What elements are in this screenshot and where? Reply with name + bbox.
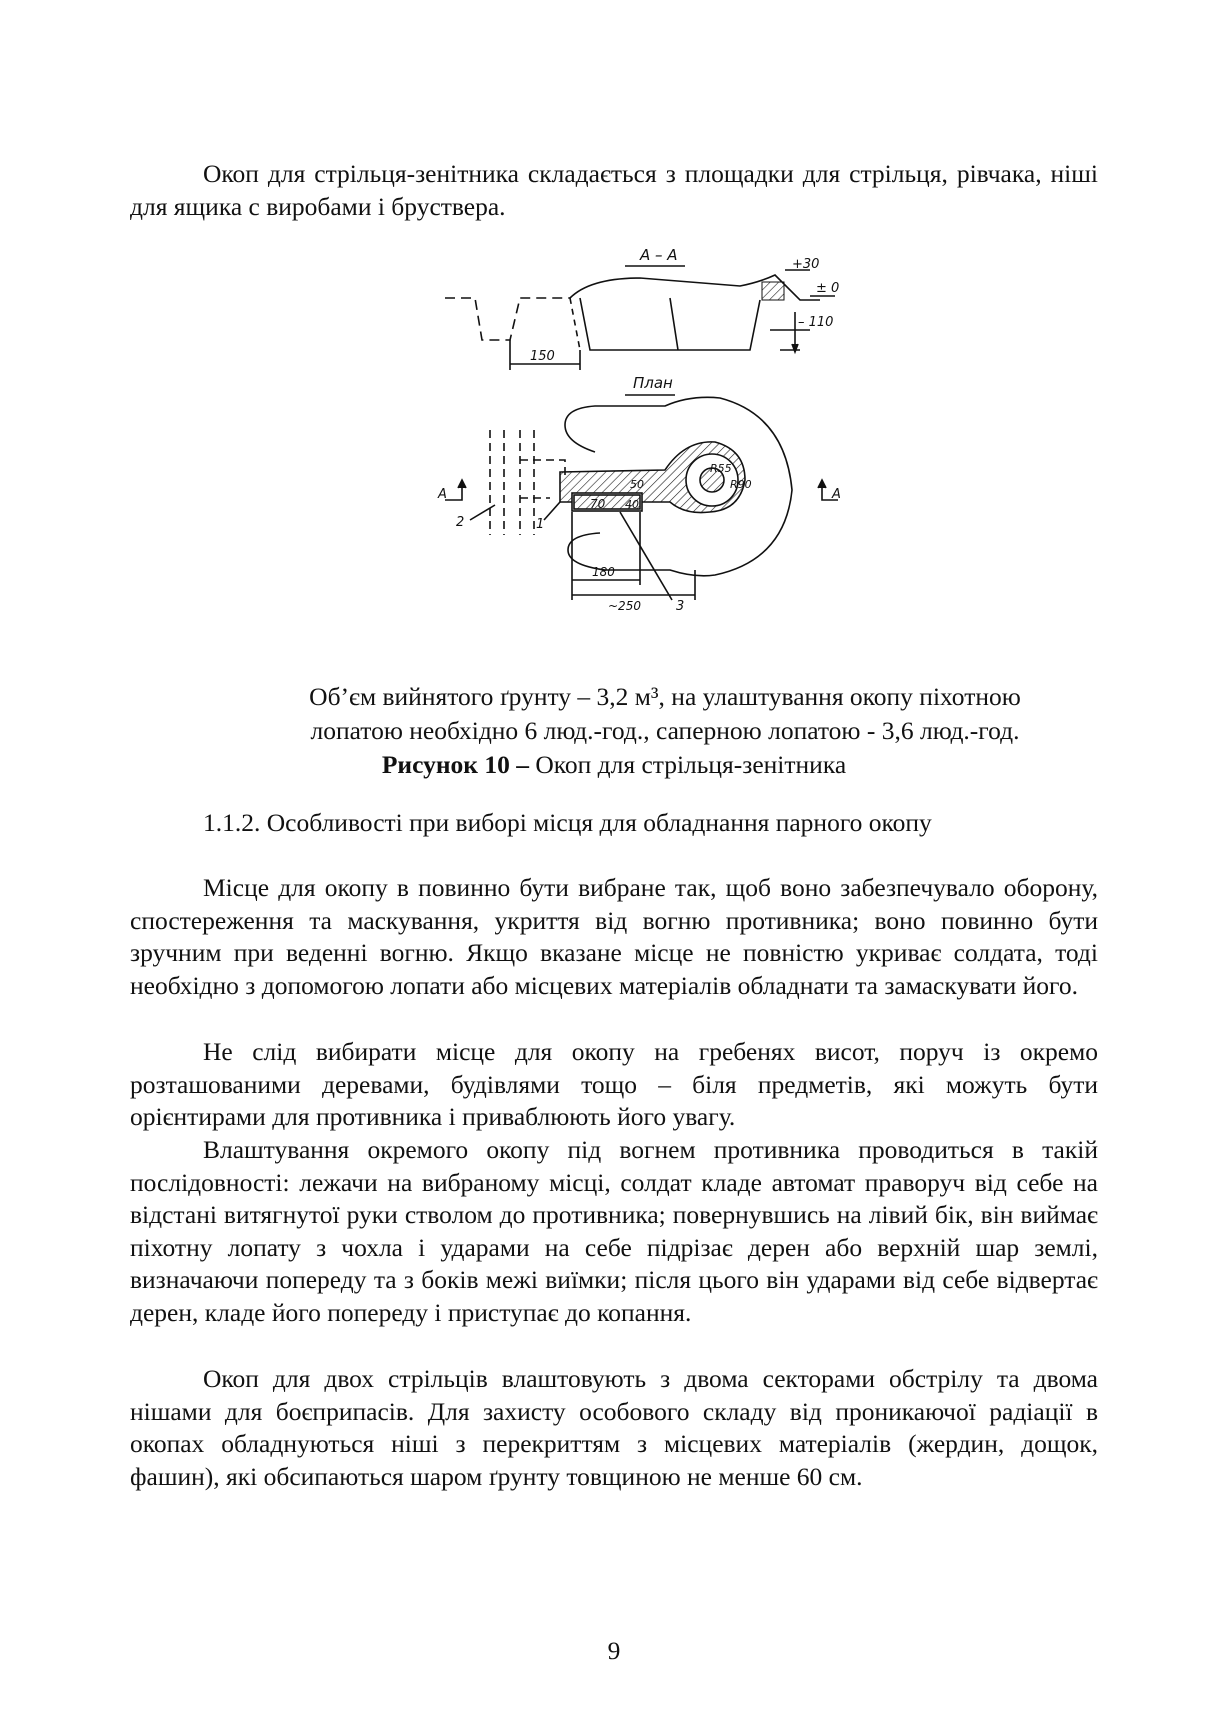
paragraph-3: Влаштування окремого окопу під вогнем противника проводиться в такій послідовності: лежачи на вибраному місці, солдат кладе автомат праворуч від себе на відстані витягнутої руки стволом до противника; повернувшись на лівий бік, він виймає піхотну лопату з чохла і ударами на себе підрізає дерен або верхній шар землі, визначаючи попереду та з боків межі виїмки; після цього він ударами від себе відвертає дерен, кладе його попереду і приступає до копання. bbox=[130, 1135, 1098, 1327]
section-view bbox=[445, 246, 839, 370]
dim-minus110: – 110 bbox=[798, 315, 834, 330]
figure-caption-label: Рисунок 10 – bbox=[381, 750, 529, 779]
dim-180: 180 bbox=[592, 565, 615, 579]
paragraph-4: Окоп для двох стрільців влаштовують з двома секторами обстрілу та двома нішами для боєприпасів. Для захисту особового складу від проникаючої радіації в окопах обладнуються ніші з перекриттям з місцевих матеріалів (жердин, дощок, фашин), які обсипаються шаром ґрунту товщиною не менше 60 см. bbox=[130, 1364, 1098, 1491]
callout-2: 2 bbox=[456, 515, 465, 530]
mark-a-left: А bbox=[438, 487, 447, 502]
dim-plus30: +30 bbox=[792, 257, 820, 272]
callout-1: 1 bbox=[536, 517, 545, 532]
dim-150: 150 bbox=[530, 349, 555, 364]
figure-caption-text: Окоп для стрільця-зенітника bbox=[528, 750, 847, 779]
paragraph-2: Не слід вибирати місце для окопу на гребенях висот, поруч із окремо розташованими деревами, будівлями тощо – біля предметів, які можуть бути орієнтирами для противника і приваблюють його увагу. bbox=[130, 1037, 1098, 1131]
dim-zero: ± 0 bbox=[816, 281, 840, 296]
figure-caption bbox=[130, 750, 1098, 780]
dim-70: 70 bbox=[590, 497, 606, 511]
intro-paragraph: Окоп для стрільця-зенітника складається з площадки для стрільця, рівчака, ніші для ящика с виробами і бруствера. bbox=[130, 159, 1098, 221]
dim-40: 40 bbox=[625, 498, 639, 511]
page-number: 9 bbox=[607, 1636, 621, 1665]
plan-label: План bbox=[633, 374, 673, 392]
dim-r55: R55 bbox=[710, 462, 732, 475]
trench-figure bbox=[440, 230, 890, 670]
section-label: А – А bbox=[640, 246, 678, 264]
paragraph-1: Місце для окопу в повинно бути вибране так, щоб воно забезпечувало оборону, спостереження та маскування, укриття від вогню противника; воно повинно бути зручним при веденні вогню. Якщо вказане місце не повністю укриває солдата, тоді необхідно з допомогою лопати або місцевих матеріалів обладнати та замаскувати його. bbox=[130, 873, 1098, 1000]
dim-r90: R90 bbox=[730, 478, 752, 491]
volume-note-line2: лопатою необхідно 6 люд.-год., саперною лопатою - 3,6 люд.-год. bbox=[310, 716, 1020, 745]
callout-3: 3 bbox=[676, 599, 685, 614]
plan-view bbox=[437, 374, 841, 614]
subheading: 1.1.2. Особливості при виборі місця для обладнання парного окопу bbox=[203, 808, 932, 837]
dim-50: 50 bbox=[630, 478, 644, 491]
mark-a-right: А bbox=[832, 487, 841, 502]
dim-250: ~250 bbox=[608, 599, 641, 613]
volume-note-line1: Об’єм вийнятого ґрунту – 3,2 м³, на улаштування окопу піхотною bbox=[309, 682, 1021, 711]
